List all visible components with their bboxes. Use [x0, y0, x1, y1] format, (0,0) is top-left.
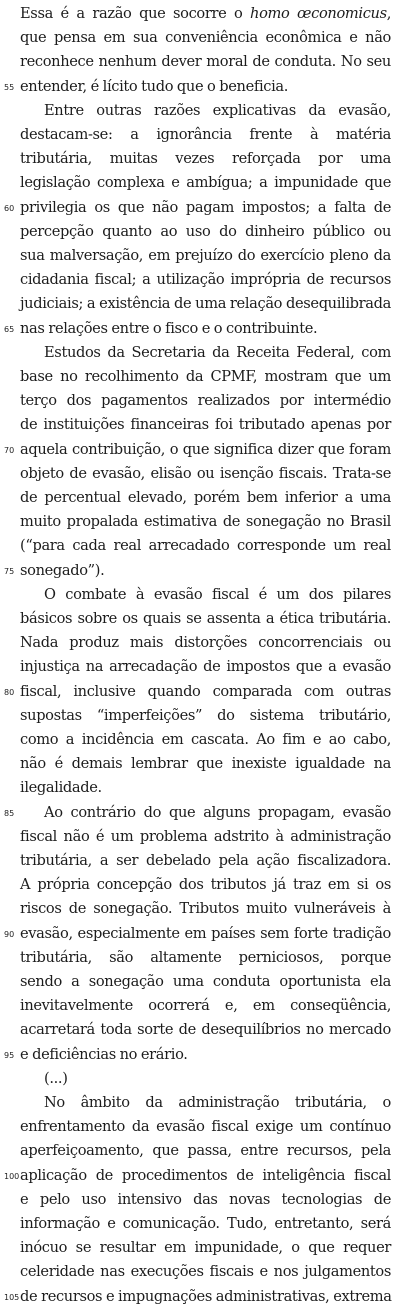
text-line: judiciais; a existência de uma relação desequilibrada	[20, 295, 391, 313]
text-line: sonegado”).	[20, 561, 105, 579]
text-line: não é demais lembrar que inexiste igualdade na	[20, 755, 391, 773]
text-line: e pelo uso intensivo das novas tecnologias de	[20, 1190, 391, 1208]
text-line: injustiça na arrecadação de impostos que a evasão	[20, 658, 391, 676]
text-line: de percentual elevado, porém bem inferior a uma	[20, 489, 391, 506]
text-line: fiscal, inclusive quando comparada com outras	[20, 682, 391, 700]
text-line: como a incidência em cascata. Ao fim e ao cabo,	[20, 731, 391, 748]
text-line: muito propalada estimativa de sonegação no Brasil	[20, 513, 391, 531]
line-number: 105	[4, 1292, 20, 1302]
text-line: nas relações entre o fisco e o contribuinte.	[20, 319, 318, 337]
line-number: 95	[4, 1050, 15, 1060]
text-line: celeridade nas execuções fiscais e nos julgamentos	[20, 1263, 391, 1281]
text-line: aquela contribuição, o que significa dizer que foram	[20, 440, 391, 458]
text-line: inevitavelmente ocorrerá e, em conseqüência,	[20, 997, 391, 1015]
text-line: enfrentamento da evasão fiscal exige um contínuo	[20, 1118, 391, 1136]
text-line: entender, é lícito tudo que o beneficia.	[20, 77, 289, 95]
italic-term: homo œconomicus	[250, 5, 387, 22]
line-number: 100	[4, 1171, 20, 1181]
text-line: sua malversação, em prejuízo do exercício pleno da	[20, 247, 391, 264]
text-line: reconhece nenhum dever moral de conduta. No seu	[20, 53, 391, 71]
text-line: destacam-se: a ignorância frente à matéria	[20, 126, 391, 143]
text-line: Nada produz mais distorções concorrenciais ou	[20, 634, 391, 652]
text-line: básicos sobre os quais se assenta a ética tributária.	[20, 610, 391, 627]
text-line: terço dos pagamentos realizados por intermédio	[20, 392, 391, 410]
text-line: aperfeiçoamento, que passa, entre recursos, pela	[20, 1142, 391, 1160]
text-line: e deficiências no erário.	[20, 1045, 188, 1063]
text-line: que pensa em sua conveniência econômica e não	[20, 29, 391, 47]
text-line: aplicação de procedimentos de inteligência fiscal	[20, 1166, 391, 1184]
text-line: inócuo se resultar em impunidade, o que requer	[20, 1239, 391, 1257]
text-line: de recursos e impugnações administrativas, extrema	[20, 1287, 392, 1305]
text-line: evasão, especialmente em países sem forte tradição	[20, 924, 391, 942]
line-number: 65	[4, 324, 15, 334]
line-number: 60	[4, 203, 15, 213]
text-line: supostas “imperfeições” do sistema tributário,	[20, 706, 391, 724]
text-line: informação e comunicação. Tudo, entretanto, será	[20, 1215, 391, 1232]
text-line: Entre outras razões explicativas da evasão,	[44, 101, 391, 119]
text-line: fiscal não é um problema adstrito à administração	[20, 827, 391, 845]
text-line: No âmbito da administração tributária, o	[44, 1094, 391, 1111]
text-line: riscos de sonegação. Tributos muito vulneráveis à	[20, 900, 391, 918]
text-line: tributária, muitas vezes reforçada por uma	[20, 150, 391, 168]
text-line: ilegalidade.	[20, 779, 102, 797]
line-number: 90	[4, 929, 15, 939]
text-line: cidadania fiscal; a utilização imprópria de recursos	[20, 271, 391, 289]
text-line: sendo a sonegação uma conduta oportunista ela	[20, 973, 391, 990]
text-line: O combate à evasão fiscal é um dos pilares	[44, 585, 391, 603]
line-number: 80	[4, 687, 15, 697]
text-line: (...)	[44, 1069, 68, 1087]
text-line: Essa é a razão que socorre o homo œconomicus,	[20, 5, 391, 22]
text-line: base no recolhimento da CPMF, mostram que um	[20, 368, 391, 385]
text-line: legislação complexa e ambígua; a impunidade que	[20, 174, 391, 192]
text-line: acarretará toda sorte de desequilíbrios no mercado	[20, 1021, 391, 1039]
text-line: tributária, a ser debelado pela ação fiscalizadora.	[20, 852, 391, 869]
text-line: A própria concepção dos tributos já traz em si os	[20, 876, 391, 894]
text-line: tributária, são altamente perniciosos, porque	[20, 948, 391, 966]
text-line: percepção quanto ao uso do dinheiro público ou	[20, 222, 391, 240]
text-line: objeto de evasão, elisão ou isenção fiscais. Trata-se	[20, 464, 391, 482]
text-line: (“para cada real arrecadado corresponde um real	[20, 537, 391, 555]
text-line: de instituições financeiras foi tributado apenas por	[20, 416, 391, 434]
text-line: Ao contrário do que alguns propagam, evasão	[44, 803, 391, 821]
line-number: 55	[4, 82, 15, 92]
line-number: 75	[4, 566, 15, 576]
text-line: privilegia os que não pagam impostos; a falta de	[20, 198, 391, 216]
line-number: 85	[4, 808, 15, 818]
text-line: Estudos da Secretaria da Receita Federal, com	[44, 343, 391, 361]
line-number: 70	[4, 445, 15, 455]
